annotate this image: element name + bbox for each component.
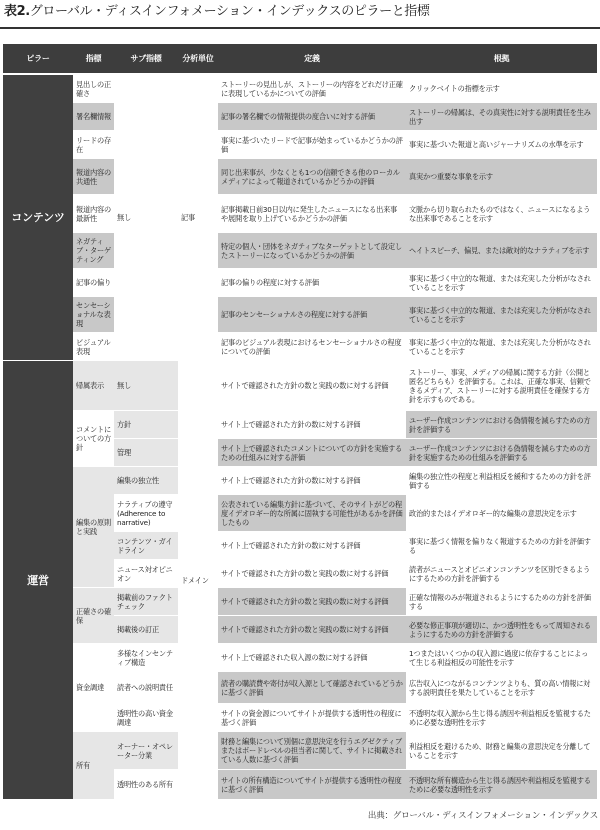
- sub-comment-moderation: 管理: [114, 439, 178, 467]
- pillar-operations: 運営: [3, 361, 73, 800]
- indicator-ensuring-accuracy: 正確さの確保: [73, 588, 114, 644]
- definition-content-guidelines: サイト上で確認された方針の数に対する評価: [218, 532, 406, 560]
- basis-headline-accuracy: クリックベイトの指標を示す: [406, 75, 597, 103]
- basis-transparent-ownership: 不透明な所有構造から生じ得る誘因や利益相反を監視するために必要な透明性を示す: [406, 770, 597, 800]
- basis-visual-presentation: 事実に基づく中立的な報道、または充実した分析がなされていることを示す: [406, 333, 597, 361]
- basis-comment-moderation: ユーザー作成コンテンツにおける偽情報を減らすための方針を実施するための仕組みを評価する: [406, 439, 597, 467]
- indicator-funding: 資金調達: [73, 644, 114, 732]
- basis-news-vs-opinion: 読者がニュースとオピニオンコンテンツを区別できるようにするための方針を評価する: [406, 560, 597, 588]
- basis-byline: ストーリーの帰属は、その真実性に対する説明責任を生み出す: [406, 103, 597, 131]
- definition-visual-presentation: 記事のビジュアル表現におけるセンセーショナルさの程度についての評価: [218, 333, 406, 361]
- definition-diverse-incentive-structure: サイト上で確認された収入源の数に対する評価: [218, 644, 406, 672]
- indicator-sensational-language: センセーショナルな表現: [73, 297, 114, 333]
- basis-comment-policy: ユーザー作成コンテンツにおける偽情報を減らすための方針を評価する: [406, 411, 597, 439]
- sub-comment-policy: 方針: [114, 411, 178, 439]
- table-number: 表2.: [4, 4, 30, 19]
- indicator-recent-coverage: 報道内容の最新性: [73, 195, 114, 233]
- basis-post-publication-corrections: 必要な修正事項が適切に、かつ透明性をもって周知されるようにするための方針を評価する: [406, 616, 597, 644]
- sub-transparent-funding: 透明性の高い資金調達: [114, 704, 178, 732]
- definition-transparent-funding: サイトの資金源についてサイトが提供する透明性の程度に基づく評価: [218, 704, 406, 732]
- indicator-headline-accuracy: 見出しの正確さ: [73, 75, 114, 103]
- definition-byline: 記事の署名欄での情報提供の度合いに対する評価: [218, 103, 406, 131]
- definition-editorial-independence: サイト上で確認された方針の数に対する評価: [218, 467, 406, 495]
- header-basis: 根拠: [406, 44, 597, 74]
- header-sub-indicator: サブ指標: [114, 44, 178, 74]
- definition-transparent-ownership: サイトの所有構造についてサイトが提供する透明性の程度に基づく評価: [218, 770, 406, 800]
- sub-content-guidelines: コンテンツ・ガイドライン: [114, 532, 178, 560]
- definition-recent-coverage: 記事掲載日前30日以内に発生したニュースになる出来事や展開を取り上げているかどうかの評価: [218, 195, 406, 233]
- basis-adherence-to-narrative: 政治的またはイデオロギー的な編集の意思決定を示す: [406, 495, 597, 532]
- basis-negative-targeting: ヘイトスピーチ、偏見、または敵対的なナラティブを示す: [406, 233, 597, 269]
- indicator-attribution: 帰属表示: [73, 361, 114, 411]
- definition-pre-publication-fact-check: サイトで確認された方針の数と実践の数に対する評価: [218, 588, 406, 616]
- basis-sensational-language: 事実に基づく中立的な報道、または充実した分析がなされていることを示す: [406, 297, 597, 333]
- content-sub-indicator: 無し: [114, 75, 178, 361]
- header-indicator: 指標: [73, 44, 114, 74]
- sub-post-publication-corrections: 掲載後の訂正: [114, 616, 178, 644]
- sub-attribution: 無し: [114, 361, 178, 411]
- basis-diverse-incentive-structure: 1つまたはいくつかの収入源に過度に依存することによって生じる利益相反の可能性を示す: [406, 644, 597, 672]
- indicator-common-coverage: 報道内容の共通性: [73, 159, 114, 195]
- definition-headline-accuracy: ストーリーの見出しが、ストーリーの内容をどれだけ正確に表現しているかについての評価: [218, 75, 406, 103]
- sub-transparent-ownership: 透明性のある所有: [114, 770, 178, 800]
- indicator-visual-presentation: ビジュアル表現: [73, 333, 114, 361]
- indicator-comment-policy: コメントについての方針: [73, 411, 114, 467]
- basis-content-guidelines: 事実に基づく情報を偏りなく報道するための方針を評価する: [406, 532, 597, 560]
- definition-comment-policy: サイト上で確認された方針の数に対する評価: [218, 411, 406, 439]
- definition-common-coverage: 同じ出来事が、少なくとも1つの信頼できる他のローカルメディアによって報道されているかどうかの評価: [218, 159, 406, 195]
- definition-news-vs-opinion: サイトで確認された方針の数と実践の数に対する評価: [218, 560, 406, 588]
- source-note: 出典：グローバル・ディスインフォメーション・インデックス: [367, 811, 598, 821]
- indicator-negative-targeting: ネガティブ・ターゲティング: [73, 233, 114, 269]
- definition-lede: 事実に基づいたリードで記事が始まっているかどうかの評価: [218, 131, 406, 159]
- definition-comment-moderation: サイト上で確認されたコメントについての方針を実施するための仕組みに対する評価: [218, 439, 406, 467]
- sub-pre-publication-fact-check: 掲載前のファクトチェック: [114, 588, 178, 616]
- definition-sensational-language: 記事のセンセーショナルさの程度に対する評価: [218, 297, 406, 333]
- header-definition: 定義: [218, 44, 406, 74]
- indicator-byline: 署名欄情報: [73, 103, 114, 131]
- sub-editorial-independence: 編集の独立性: [114, 467, 178, 495]
- basis-pre-publication-fact-check: 正確な情報のみが報道されるようにするための方針を評価する: [406, 588, 597, 616]
- pillar-content: コンテンツ: [3, 75, 73, 361]
- basis-reader-accountability: 広告収入につながるコンテンツよりも、質の高い情報に対する説明責任を果たしていることを示す: [406, 672, 597, 704]
- header-pillar: ピラー: [3, 44, 73, 74]
- definition-owner-operator-separation: 財務と編集について別個に意思決定を行うエグゼクティブまたはボードレベルの担当者に関して、サイトに掲載されている人数に基づく評価: [218, 732, 406, 770]
- unit-domain: ドメイン: [178, 361, 218, 800]
- basis-article-bias: 事実に基づく中立的な報道、または充実した分析がなされていることを示す: [406, 269, 597, 297]
- definition-article-bias: 記事の偏りの程度に対する評価: [218, 269, 406, 297]
- basis-owner-operator-separation: 利益相反を避けるため、財務と編集の意思決定を分離していることを示す: [406, 732, 597, 770]
- basis-recent-coverage: 文脈から切り取られたものではなく、ニュースになるような出来事であることを示す: [406, 195, 597, 233]
- table-title-text: グローバル・ディスインフォメーション・インデックスのピラーと指標: [29, 4, 430, 19]
- indicator-editorial-principles: 編集の原則と実践: [73, 467, 114, 588]
- basis-lede: 事実に基づいた報道と高いジャーナリズムの水準を示す: [406, 131, 597, 159]
- definition-post-publication-corrections: サイトで確認された方針の数と実践の数に対する評価: [218, 616, 406, 644]
- definition-adherence-to-narrative: 公表されている編集方針に基づいて、そのサイトがどの程度イデオロギー的な所属に固執する可能性があるかを評価したもの: [218, 495, 406, 532]
- sub-diverse-incentive-structure: 多様なインセンティブ構造: [114, 644, 178, 672]
- sub-adherence-to-narrative: ナラティブの遵守(Adherence to narrative): [114, 495, 178, 532]
- sub-news-vs-opinion: ニュース対オピニオン: [114, 560, 178, 588]
- basis-editorial-independence: 編集の独立性の程度と利益相反を緩和するための方針を評価する: [406, 467, 597, 495]
- basis-transparent-funding: 不透明な収入源から生じ得る誘因や利益相反を監視するために必要な透明性を示す: [406, 704, 597, 732]
- definition-negative-targeting: 特定の個人・団体をネガティブなターゲットとして設定したストーリーになっているかどうかの評価: [218, 233, 406, 269]
- sub-owner-operator-separation: オーナー・オペレーター分業: [114, 732, 178, 770]
- basis-common-coverage: 真実かつ重要な事象を示す: [406, 159, 597, 195]
- basis-attribution: ストーリー、事実、メディアの帰属に関する方針（公開と匿名どちらも）を評価する。これは、正確な事実、信頼できるメディア、ストーリーに対する説明責任を確保する方針を示すものである。: [406, 361, 597, 411]
- indicator-lede: リードの存在: [73, 131, 114, 159]
- definition-attribution: サイトで確認された方針の数と実践の数に対する評価: [218, 361, 406, 411]
- unit-article: 記事: [178, 75, 218, 361]
- header-unit: 分析単位: [178, 44, 218, 74]
- definition-reader-accountability: 読者の購読費や寄付が収入源として確認されているどうかに基づく評価: [218, 672, 406, 704]
- indicator-ownership: 所有: [73, 732, 114, 800]
- indicator-article-bias: 記事の偏り: [73, 269, 114, 297]
- sub-reader-accountability: 読者への説明責任: [114, 672, 178, 704]
